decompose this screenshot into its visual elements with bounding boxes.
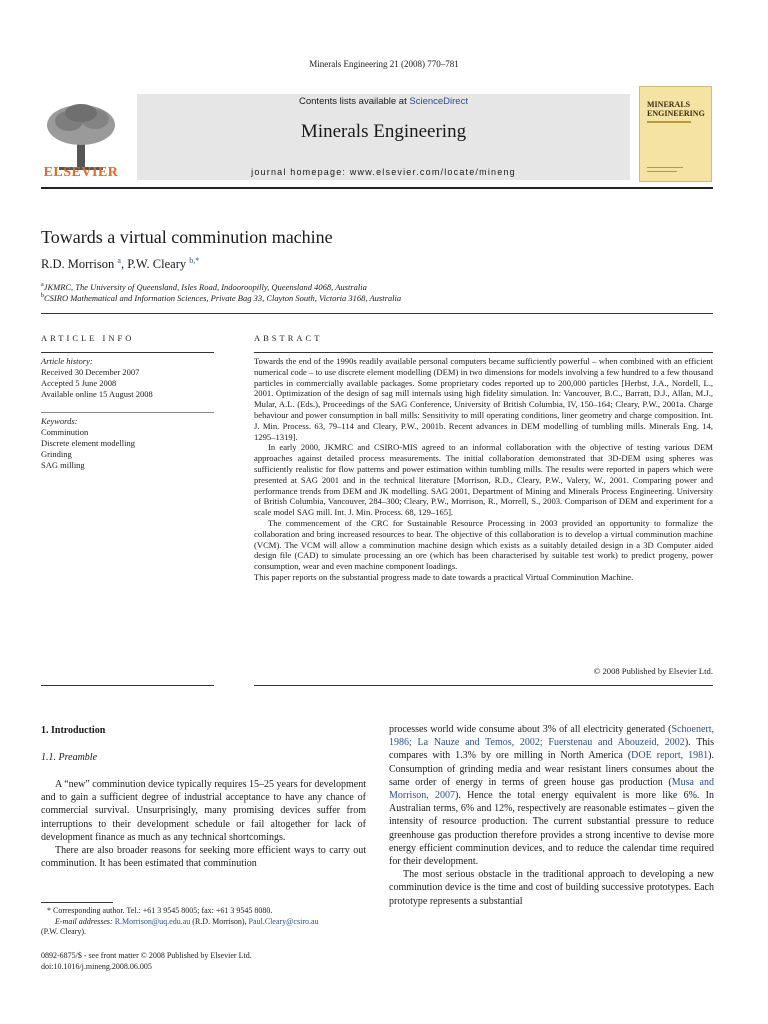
abstract-paragraph: In early 2000, JKMRC and CSIRO-MIS agreed to an informal collaboration with the objective of testing various DEM approaches against detailed process measurements. The initial collaboration demonstrated that 3D-DEM using spheres was sufficiently realistic for flow patterns and power estimation within tumbling mills. The results were reported in papers which were presented at SAG 2001 and in the technical literature [Morrison, R.D., Cleary, P.W., Valery, W., 2001. Comparing power and performance trends from DEM and JK modelling. SAG 2001, Department of Mining and Minerals Process Engineering. University of British Columbia, Vancouver, 284–300; Cleary, P.W., Morrison, R., Morrell, S., 2003. Comparison of DEM and experiment for a scale model SAG mill. Int. J. Min. Process. 68, 129–165]. (254, 442, 713, 518)
received-date: Received 30 December 2007 (41, 367, 140, 377)
contents-line (137, 96, 630, 107)
article-title: Towards a virtual comminution machine (41, 227, 333, 247)
email-link[interactable]: Paul.Cleary@csiro.au (248, 916, 319, 926)
footnote (41, 906, 366, 938)
journal-name: Minerals Engineering (300, 121, 467, 142)
body-right-column (389, 723, 714, 908)
body-paragraph: A “new” comminution device typically requires 15–25 years for development and to gain a sufficient degree of industrial acceptance to have any chance of commercial survival. Unsurprisingly, many promising devices suffer from interruptions to their development schedule or fail altogether for lack of development finance as much as any technical shortcomings. (41, 779, 366, 843)
affiliation-b: $^b$CSIRO Mathematical and Information Sciences, Private Bag 33, Clayton South, Victoria 3168, Australia (41, 293, 402, 303)
doi-line[interactable]: doi:10.1016/j.mineng.2008.06.005 (41, 962, 152, 971)
affiliation-marker[interactable]: a (117, 255, 121, 265)
citation-link[interactable]: Musa and Morrison, 2007 (389, 776, 714, 802)
abstract-paragraph: This paper reports on the substantial progress made to date towards a practical Virtual Comminution Machine. (254, 571, 634, 582)
email-note: E-mail addresses: R.Morrison@uq.edu.au (R.D. Morrison), Paul.Cleary@csiro.au (55, 916, 319, 926)
accepted-date: Accepted 5 June 2008 (41, 378, 117, 388)
body-paragraph: The most serious obstacle in the traditional approach to developing a new comminution device is the time and cost of building successive prototypes. Each prototype represents a substantial (389, 869, 714, 907)
keyword: SAG milling (41, 460, 85, 470)
affiliation-a: $^a$JKMRC, The University of Queensland, Isles Road, Indooroopilly, Queensland 4068, Australia (41, 282, 367, 292)
author-separator: , (120, 257, 128, 271)
email-note-owner: (P.W. Cleary). (41, 927, 87, 936)
keyword: Grinding (41, 449, 72, 459)
history-label: Article history: (41, 356, 93, 366)
keyword: Discrete element modelling (41, 438, 135, 448)
footnote-rule (41, 902, 113, 903)
elsevier-wordmark: ELSEVIER (43, 165, 119, 180)
affiliation-rule (41, 313, 713, 314)
citation-link[interactable]: DOE report, 1981 (631, 750, 709, 762)
body-left-column (41, 778, 366, 870)
abstract-heading: ABSTRACT (254, 333, 323, 343)
running-header: Minerals Engineering 21 (2008) 770–781 (309, 59, 459, 69)
journal-banner (137, 94, 630, 180)
abstract-paragraph: Towards the end of the 1990s readily available personal computers became sufficiently powerful – when combined with an efficient numerical code – to use discrete element modelling (DEM) in two dimensions for models involving a few hundred to a few thousand particles in commercially available packages. Some proprietary codes reported up to 200,000 particles [Herbst, J.A., Nordell, L., 2001. Optimization of the design of sag mill internals using high fidelity simulation. In: Vancouver, B.C., Barratt, D.J., Allan, M.J., Mular, A.L. (Eds.), Proceedings of the SAG Conference, University of British Columbia, IV, 150–164; Cleary, P.W., 2001a. Charge behaviour and power consumption in ball mills: Sensitivity to mill operating conditions, liner geometry and charge composition. Int. J. Min. Process. 63, 79–114 and Cleary, P.W., 2001b. Recent advances in DEM modelling of tumbling mills. Minerals Eng. 14, 1295–1319]. (254, 356, 713, 442)
abstract-copyright: © 2008 Published by Elsevier Ltd. (593, 666, 713, 676)
article-info-heading: ARTICLE INFO (41, 333, 135, 343)
header-rule (41, 187, 713, 189)
online-date: Available online 15 August 2008 (41, 389, 153, 399)
cover-decoration (647, 121, 691, 123)
author-name: R.D. Morrison (41, 257, 115, 271)
article-info-bottom-rule (41, 685, 214, 686)
journal-cover-thumbnail (639, 86, 712, 182)
body-paragraph: There are also broader reasons for seeking more efficient ways to carry out comminution. It has been estimated that comminution (41, 845, 366, 870)
author-list (41, 257, 199, 272)
section-heading: 1. Introduction (41, 725, 106, 736)
article-info-rule (41, 352, 214, 353)
keyword: Comminution (41, 427, 89, 437)
email-link[interactable]: R.Morrison@uq.edu.au (114, 916, 191, 926)
abstract-text (254, 356, 713, 583)
abstract-rule (254, 352, 713, 353)
corresponding-note: * Corresponding author. Tel.: +61 3 9545 8005; fax: +61 3 9545 8080. (47, 906, 273, 915)
contents-prefix: Contents lists available at (299, 96, 410, 107)
keywords-label: Keywords: (41, 416, 78, 426)
info-divider (41, 412, 214, 413)
abstract-bottom-rule (254, 685, 713, 686)
affiliation-marker[interactable]: b,* (189, 255, 200, 265)
abstract-paragraph: The commencement of the CRC for Sustainable Resource Processing in 2003 provided an opportunity to formalize the collaboration and bring increased resources to bear. The objective of this collaboration is to develop a virtual comminution machine (VCM). The VCM will allow a comminution machine design which exists as a suitably detailed design in a 3D Computer aided design file (CAD) to simulate processing an ore (which has been characterised by suitable test work) to predict progeny, power consumption, wear and even machine component loadings. (254, 517, 713, 572)
journal-homepage[interactable]: journal homepage: www.elsevier.com/locate/mineng (251, 167, 516, 177)
issn-line: 0892-6875/$ - see front matter © 2008 Published by Elsevier Ltd. (41, 951, 252, 960)
citation-link[interactable]: Schoenert, 1986; La Nauze and Temos, 2002; Fuerstenau and Abouzeid, 2002 (389, 724, 714, 749)
sciencedirect-link[interactable]: ScienceDirect (409, 96, 468, 107)
body-paragraph: processes world wide consume about 3% of all electricity generated (Schoenert, 1986; La Nauze and Temos, 2002; Fuerstenau and Abouzeid, 2002). This compares with 1.3% by ore milling in North America (DOE report, 1981). Consumption of grinding media and wear resistant liners consumes about the same order of energy in terms of green house gas production (Musa and Morrison, 2007). Hence the total energy equivalent is more like 6%. In Australian terms, 6% and 12%, respectively are reasonable estimates – given the intensity of resource production. The current substantial pressure to reduce greenhouse gas production therefore provides a strong incentive to devise more energy efficient comminution devices, and to reduce the calendar time required for their development. (389, 724, 714, 868)
cover-decoration (647, 171, 677, 172)
author-name: P.W. Cleary (127, 257, 187, 271)
subsection-heading: 1.1. Preamble (41, 752, 98, 763)
cover-decoration (647, 167, 683, 168)
cover-title: MINERALS ENGINEERING (647, 100, 705, 118)
